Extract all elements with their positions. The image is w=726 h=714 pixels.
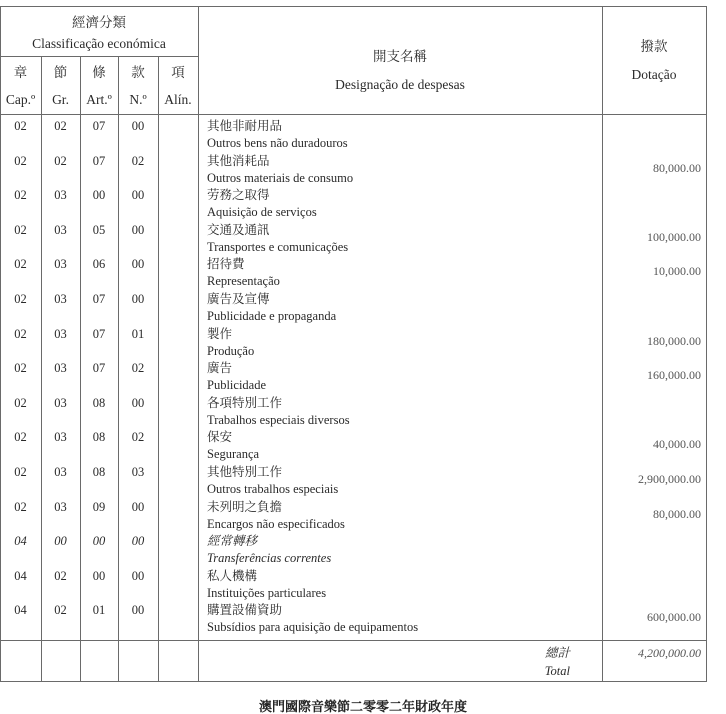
row-n-code: 02 — [131, 430, 145, 445]
row-cap-code: 02 — [14, 119, 27, 133]
row-n-code: 02 — [131, 361, 145, 376]
row-gr-code: 02 — [54, 119, 67, 133]
row-art-code: 07 — [92, 119, 106, 133]
row-amount: 80,000.00 — [653, 160, 701, 175]
row-designation-cn: 保安 — [207, 430, 233, 445]
designation-title-pt: Designação de despesas — [335, 77, 465, 92]
row-art-code: 05 — [92, 222, 106, 237]
row-cap-code: 02 — [14, 430, 27, 445]
row-amount: 600,000.00 — [647, 610, 701, 625]
column-divider-alin — [158, 56, 159, 682]
row-gr-code: 03 — [54, 499, 67, 514]
row-designation-cn: 各項特別工作 — [207, 395, 283, 410]
row-gr-code: 03 — [54, 188, 67, 203]
row-designation-pt: Transferências correntes — [207, 551, 332, 566]
column-header-alin-cn: 項 — [171, 65, 185, 80]
designation-title-cn: 開支名稱 — [373, 49, 427, 64]
column-divider-designation — [198, 6, 199, 682]
row-n-code: 00 — [131, 222, 145, 237]
row-cap-code: 02 — [14, 257, 27, 272]
row-cap-code: 02 — [14, 361, 27, 376]
classification-title-pt: Classificação económica — [32, 36, 166, 51]
row-cap-code: 02 — [14, 395, 27, 410]
row-designation-pt: Outros bens não duradouros — [207, 136, 348, 150]
column-header-art-pt: Art.º — [86, 92, 112, 107]
row-amount: 160,000.00 — [647, 368, 701, 383]
row-gr-code: 03 — [54, 430, 67, 445]
column-header-gr-cn: 節 — [53, 65, 68, 80]
row-n-code: 00 — [131, 568, 145, 583]
row-designation-pt: Publicidade — [207, 378, 267, 393]
row-art-code: 07 — [92, 326, 106, 341]
column-header-cap-pt: Cap.º — [5, 92, 36, 107]
row-designation-cn: 廣告 — [207, 361, 233, 376]
row-gr-code: 03 — [54, 292, 67, 306]
row-gr-code: 02 — [54, 153, 67, 168]
classification-divider — [0, 56, 198, 57]
table-top-border — [0, 6, 706, 7]
row-designation-pt: Outros trabalhos especiais — [207, 482, 339, 496]
row-gr-code: 03 — [54, 326, 67, 341]
row-n-code: 00 — [131, 292, 145, 306]
row-designation-cn: 招待費 — [207, 257, 245, 272]
row-n-code: 01 — [131, 326, 145, 341]
row-cap-code: 02 — [14, 222, 27, 237]
allocation-title-pt: Dotação — [631, 67, 677, 82]
row-amount: 2,900,000.00 — [638, 472, 701, 486]
row-designation-pt: Instituições particulares — [207, 585, 327, 600]
row-amount: 80,000.00 — [653, 506, 701, 521]
row-gr-code: 03 — [54, 222, 67, 237]
row-art-code: 01 — [92, 603, 106, 618]
row-n-code: 00 — [131, 395, 145, 410]
row-gr-code: 02 — [54, 603, 67, 618]
row-n-code: 03 — [131, 465, 145, 479]
row-gr-code: 03 — [54, 361, 67, 376]
row-art-code: 09 — [92, 499, 106, 514]
row-cap-code: 02 — [14, 465, 27, 479]
allocation-title-cn: 撥款 — [640, 39, 668, 54]
row-designation-cn: 廣告及宣傳 — [207, 292, 270, 306]
row-n-code: 00 — [131, 119, 145, 133]
column-header-n-pt: N.º — [129, 92, 147, 107]
row-designation-cn: 其他消耗品 — [207, 153, 270, 168]
table-bottom-border — [0, 681, 706, 682]
row-designation-cn: 未列明之負擔 — [207, 499, 283, 514]
row-designation-cn: 購置設備資助 — [207, 603, 283, 618]
row-gr-code: 03 — [54, 257, 67, 272]
row-designation-cn: 劳務之取得 — [207, 188, 270, 203]
row-n-code: 00 — [131, 499, 145, 514]
row-amount: 100,000.00 — [647, 229, 701, 244]
row-designation-cn: 交通及通訊 — [207, 222, 270, 237]
row-gr-code: 00 — [54, 534, 67, 549]
row-designation-pt: Transportes e comunicações — [207, 239, 349, 254]
row-designation-pt: Encargos não especificados — [207, 516, 345, 531]
header-bottom-border — [0, 114, 706, 115]
total-divider — [0, 640, 706, 641]
row-art-code: 07 — [92, 361, 106, 376]
row-designation-pt: Outros materiais de consumo — [207, 170, 354, 185]
row-n-code: 02 — [131, 153, 145, 168]
row-art-code: 00 — [92, 568, 106, 583]
row-cap-code: 02 — [14, 326, 27, 341]
row-designation-cn: 製作 — [207, 326, 233, 341]
row-amount: 40,000.00 — [653, 437, 701, 452]
total-label-pt: Total — [544, 664, 570, 678]
row-designation-cn: 私人機構 — [207, 568, 258, 583]
row-gr-code: 02 — [54, 568, 67, 583]
row-cap-code: 04 — [14, 534, 27, 549]
row-cap-code: 02 — [14, 292, 27, 306]
row-art-code: 07 — [92, 153, 106, 168]
row-n-code: 00 — [131, 603, 145, 618]
row-designation-pt: Trabalhos especiais diversos — [207, 412, 350, 427]
row-designation-pt: Subsídios para aquisição de equipamentos — [207, 620, 419, 635]
column-header-art-cn: 條 — [92, 65, 106, 80]
column-header-alin-pt: Alín. — [164, 92, 192, 107]
classification-title-cn: 經濟分類 — [72, 15, 126, 30]
row-n-code: 00 — [131, 188, 145, 203]
row-n-code: 00 — [131, 534, 145, 549]
row-gr-code: 03 — [54, 395, 67, 410]
row-designation-cn: 其他非耐用品 — [207, 119, 283, 133]
row-art-code: 08 — [92, 395, 106, 410]
row-designation-cn: 其他特別工作 — [207, 465, 283, 479]
column-header-cap-cn: 章 — [13, 65, 28, 80]
row-art-code: 00 — [92, 534, 106, 549]
row-cap-code: 04 — [14, 568, 27, 583]
column-header-n-cn: 款 — [131, 65, 145, 80]
row-art-code: 00 — [92, 188, 106, 203]
row-cap-code: 02 — [14, 153, 27, 168]
row-amount: 10,000.00 — [653, 264, 701, 279]
row-cap-code: 02 — [14, 188, 27, 203]
total-amount: 4,200,000.00 — [638, 646, 701, 660]
row-amount: 180,000.00 — [647, 333, 701, 348]
row-designation-cn: 經常轉移 — [207, 534, 258, 549]
row-art-code: 08 — [92, 430, 106, 445]
row-designation-pt: Representação — [207, 274, 280, 289]
row-art-code: 08 — [92, 465, 106, 479]
row-cap-code: 04 — [14, 603, 27, 618]
row-cap-code: 02 — [14, 499, 27, 514]
row-designation-pt: Produção — [207, 343, 255, 358]
footer-title: 澳門國際音樂節二零零二年財政年度 — [258, 699, 467, 714]
column-header-gr-pt: Gr. — [52, 92, 69, 107]
row-art-code: 06 — [92, 257, 106, 272]
table-right-border — [706, 6, 707, 682]
row-designation-pt: Segurança — [207, 447, 260, 462]
row-gr-code: 03 — [54, 465, 67, 479]
total-label-cn: 總計 — [544, 646, 570, 660]
row-designation-pt: Aquisição de serviços — [207, 205, 317, 220]
row-designation-pt: Publicidade e propaganda — [207, 309, 337, 323]
row-art-code: 07 — [92, 292, 106, 306]
row-n-code: 00 — [131, 257, 145, 272]
